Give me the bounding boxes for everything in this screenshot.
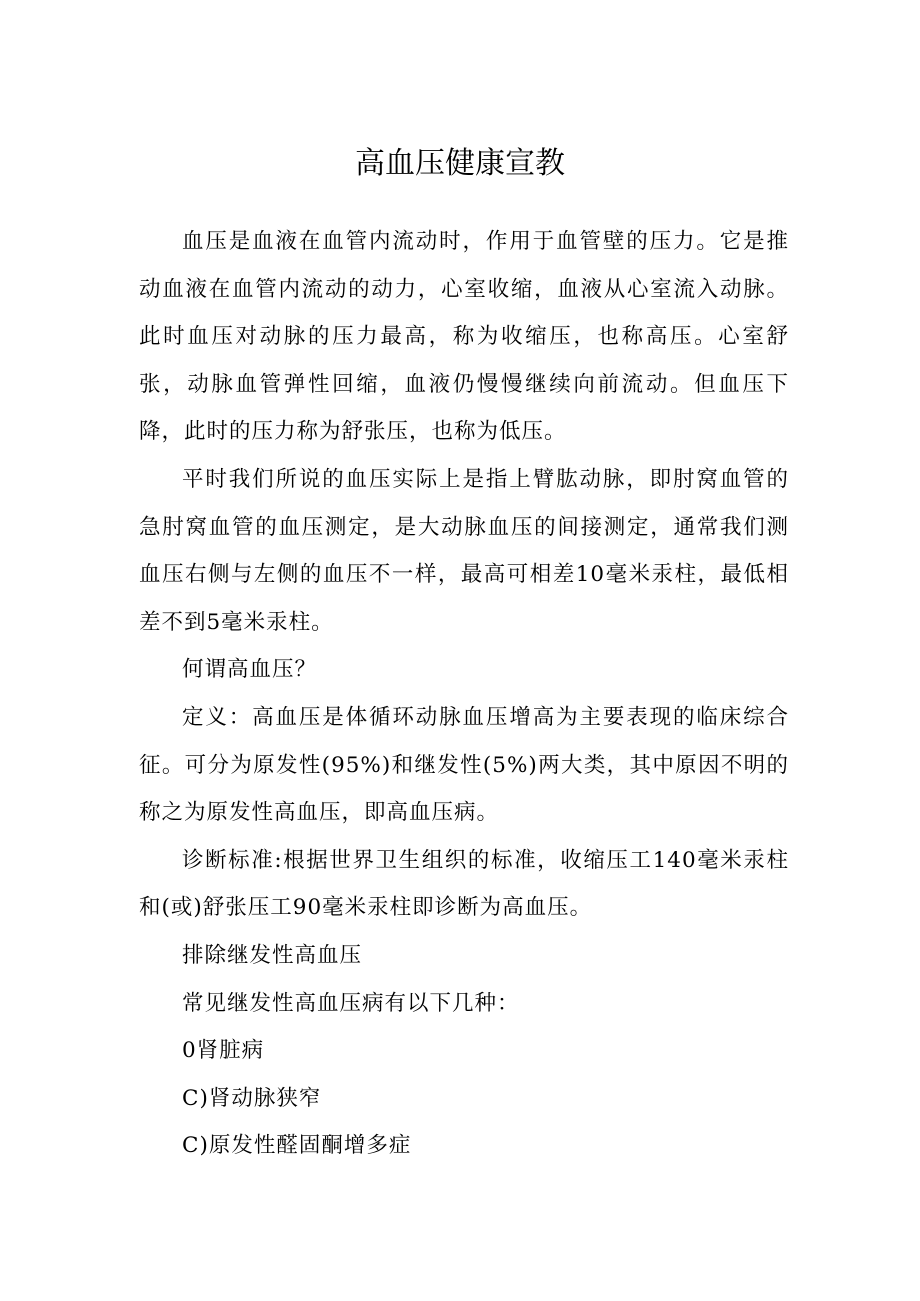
paragraph-question-heading: 何谓高血压？ [182, 657, 318, 683]
paragraph-diagnostic-criteria: 诊断标准:根据世界卫生组织的标准，收缩压工140毫米汞柱和(或)舒张压工90毫米汞柱即诊断为高血压。 [139, 847, 789, 921]
list-item-primary-aldosteronism: C)原发性醛固酮增多症 [182, 1133, 412, 1159]
paragraph-blood-pressure-definition: 血压是血液在血管内流动时，作用于血管壁的压力。它是推动血液在血管内流动的动力，心室收缩，血液从心室流入动脉。此时血压对动脉的压力最高，称为收缩压，也称高压。心室舒张，动脉血管弹性回缩，血液仍慢慢继续向前流动。但血压下降，此时的压力称为舒张压，也称为低压。 [139, 229, 789, 445]
list-item-renal-artery-stenosis: C)肾动脉狭窄 [182, 1085, 322, 1111]
paragraph-exclude-secondary: 排除继发性高血压 [182, 942, 363, 968]
list-item-kidney-disease: 0肾脏病 [182, 1038, 265, 1064]
paragraph-common-secondary: 常见继发性高血压病有以下几种： [182, 990, 520, 1016]
paragraph-hypertension-definition: 定义：高血压是体循环动脉血压增高为主要表现的临床综合征。可分为原发性(95%)和继发性(5%)两大类，其中原因不明的称之为原发性高血压，即高血压病。 [139, 704, 789, 826]
paragraph-measurement: 平时我们所说的血压实际上是指上臂肱动脉，即肘窝血管的急肘窝血管的血压测定，是大动脉血压的间接测定，通常我们测血压右侧与左侧的血压不一样，最高可相差10毫米汞柱，最低相差不到5毫米汞柱。 [139, 466, 789, 635]
document-body [139, 218, 789, 1170]
document-title: 高血压健康宣教 [355, 146, 565, 181]
